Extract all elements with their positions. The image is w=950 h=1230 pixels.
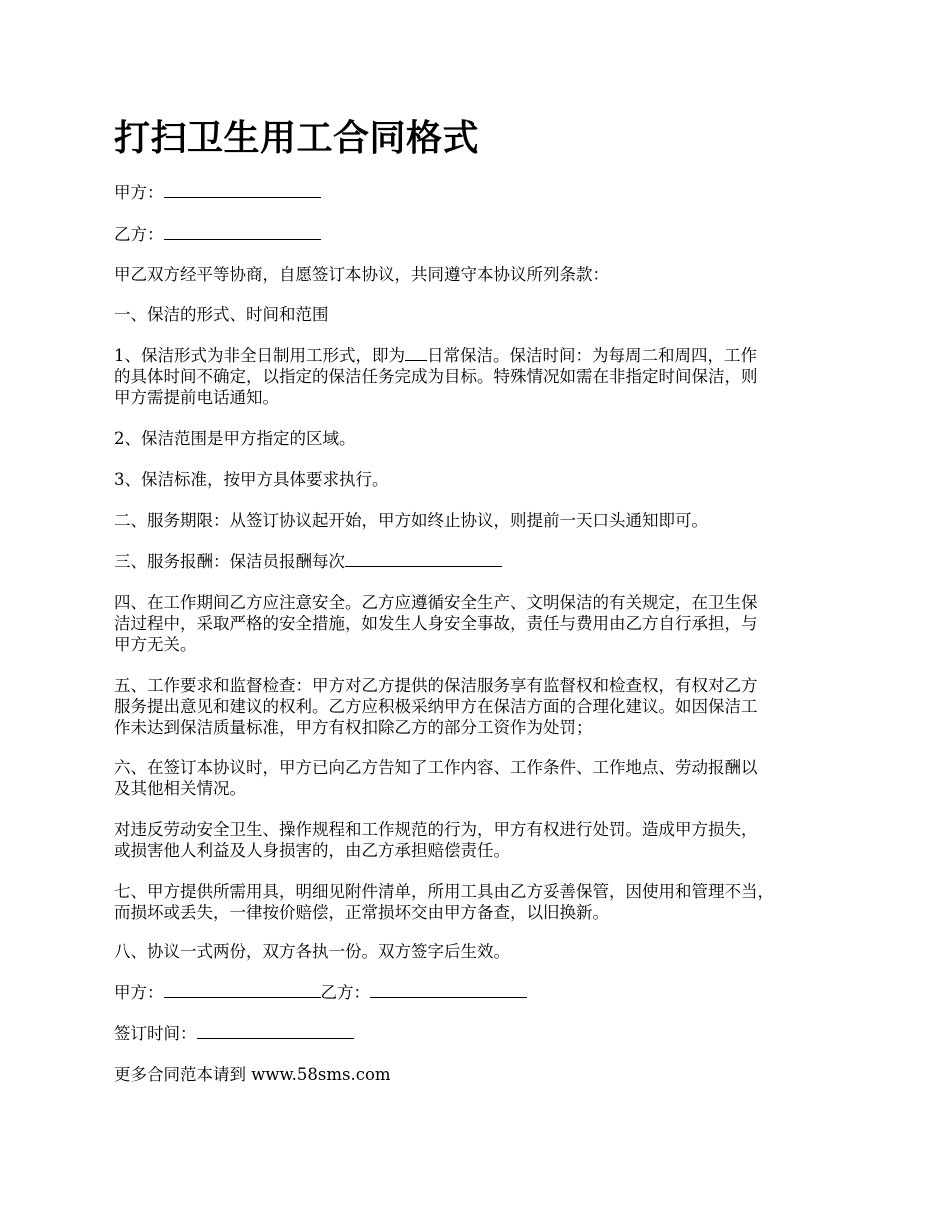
cleaning-type-blank xyxy=(405,345,427,361)
signature-party-a-label: 甲方： xyxy=(114,983,164,1002)
section4-paragraph xyxy=(114,592,844,655)
section7-line2: 而损坏或丢失，一律按价赔偿，正常损坏交由甲方备查，以旧换新。 xyxy=(114,903,609,922)
section6-paragraph xyxy=(114,757,844,799)
party-b-blank xyxy=(164,224,321,240)
signature-party-b-blank xyxy=(370,982,527,998)
intro-paragraph: 甲乙双方经平等协商，自愿签订本协议，共同遵守本协议所列条款： xyxy=(114,265,609,284)
section6-line2: 及其他相关情况。 xyxy=(114,779,246,798)
section1-item2: 2、保洁范围是甲方指定的区域。 xyxy=(114,429,356,448)
section3-line xyxy=(114,551,844,572)
section5-paragraph xyxy=(114,675,844,738)
sign-date-label: 签订时间： xyxy=(114,1024,197,1043)
section1-heading: 一、保洁的形式、时间和范围 xyxy=(114,305,329,324)
sign-date-blank xyxy=(197,1023,354,1039)
payment-blank xyxy=(345,551,502,567)
party-b-line xyxy=(114,224,844,245)
party-b-label: 乙方： xyxy=(114,225,164,244)
section1-item1-line3: 甲方需提前电话通知。 xyxy=(114,388,279,407)
violation-paragraph xyxy=(114,819,844,861)
section1-item1-text-b: 日常保洁。保洁时间：为每周二和周四，工作 xyxy=(427,346,757,365)
section1-item1-line1 xyxy=(114,345,844,366)
section5-line2: 服务提出意见和建议的权利。乙方应积极采纳甲方在保洁方面的合理化建议。如因保洁工 xyxy=(114,697,758,716)
sign-date-line xyxy=(114,1023,844,1044)
section1-item1 xyxy=(114,345,844,408)
section8-paragraph: 八、协议一式两份，双方各执一份。双方签字后生效。 xyxy=(114,942,510,961)
section1-item3: 3、保洁标准，按甲方具体要求执行。 xyxy=(114,470,389,489)
section4-line1: 四、在工作期间乙方应注意安全。乙方应遵循安全生产、文明保洁的有关规定，在卫生保 xyxy=(114,593,758,612)
document-title: 打扫卫生用工合同格式 xyxy=(114,117,480,159)
section5-line3: 作未达到保洁质量标准，甲方有权扣除乙方的部分工资作为处罚； xyxy=(114,718,593,737)
footer-note: 更多合同范本请到 www.58sms.com xyxy=(114,1065,391,1084)
section7-paragraph xyxy=(114,881,844,923)
signature-line xyxy=(114,982,844,1003)
section6-line1: 六、在签订本协议时，甲方已向乙方告知了工作内容、工作条件、工作地点、劳动报酬以 xyxy=(114,758,758,777)
party-a-label: 甲方： xyxy=(114,183,164,202)
signature-party-a-blank xyxy=(164,982,321,998)
party-a-line xyxy=(114,182,844,203)
section2-paragraph: 二、服务期限：从签订协议起开始，甲方如终止协议，则提前一天口头通知即可。 xyxy=(114,511,708,530)
signature-party-b-label: 乙方： xyxy=(320,983,370,1002)
section4-line2: 洁过程中，采取严格的安全措施，如发生人身安全事故，责任与费用由乙方自行承担，与 xyxy=(114,614,758,633)
section3-label: 三、服务报酬：保洁员报酬每次 xyxy=(114,552,345,571)
section5-line1: 五、工作要求和监督检查：甲方对乙方提供的保洁服务享有监督权和检查权，有权对乙方 xyxy=(114,676,758,695)
party-a-blank xyxy=(164,182,321,198)
section1-item1-text-a: 1、保洁形式为非全日制用工形式，即为 xyxy=(114,346,405,365)
section4-line3: 甲方无关。 xyxy=(114,635,197,654)
section7-line1: 七、甲方提供所需用具，明细见附件清单，所用工具由乙方妥善保管，因使用和管理不当， xyxy=(114,882,774,901)
violation-line1: 对违反劳动安全卫生、操作规程和工作规范的行为，甲方有权进行处罚。造成甲方损失， xyxy=(114,820,758,839)
violation-line2: 或损害他人利益及人身损害的，由乙方承担赔偿责任。 xyxy=(114,841,510,860)
section1-item1-line2: 的具体时间不确定，以指定的保洁任务完成为目标。特殊情况如需在非指定时间保洁，则 xyxy=(114,367,758,386)
